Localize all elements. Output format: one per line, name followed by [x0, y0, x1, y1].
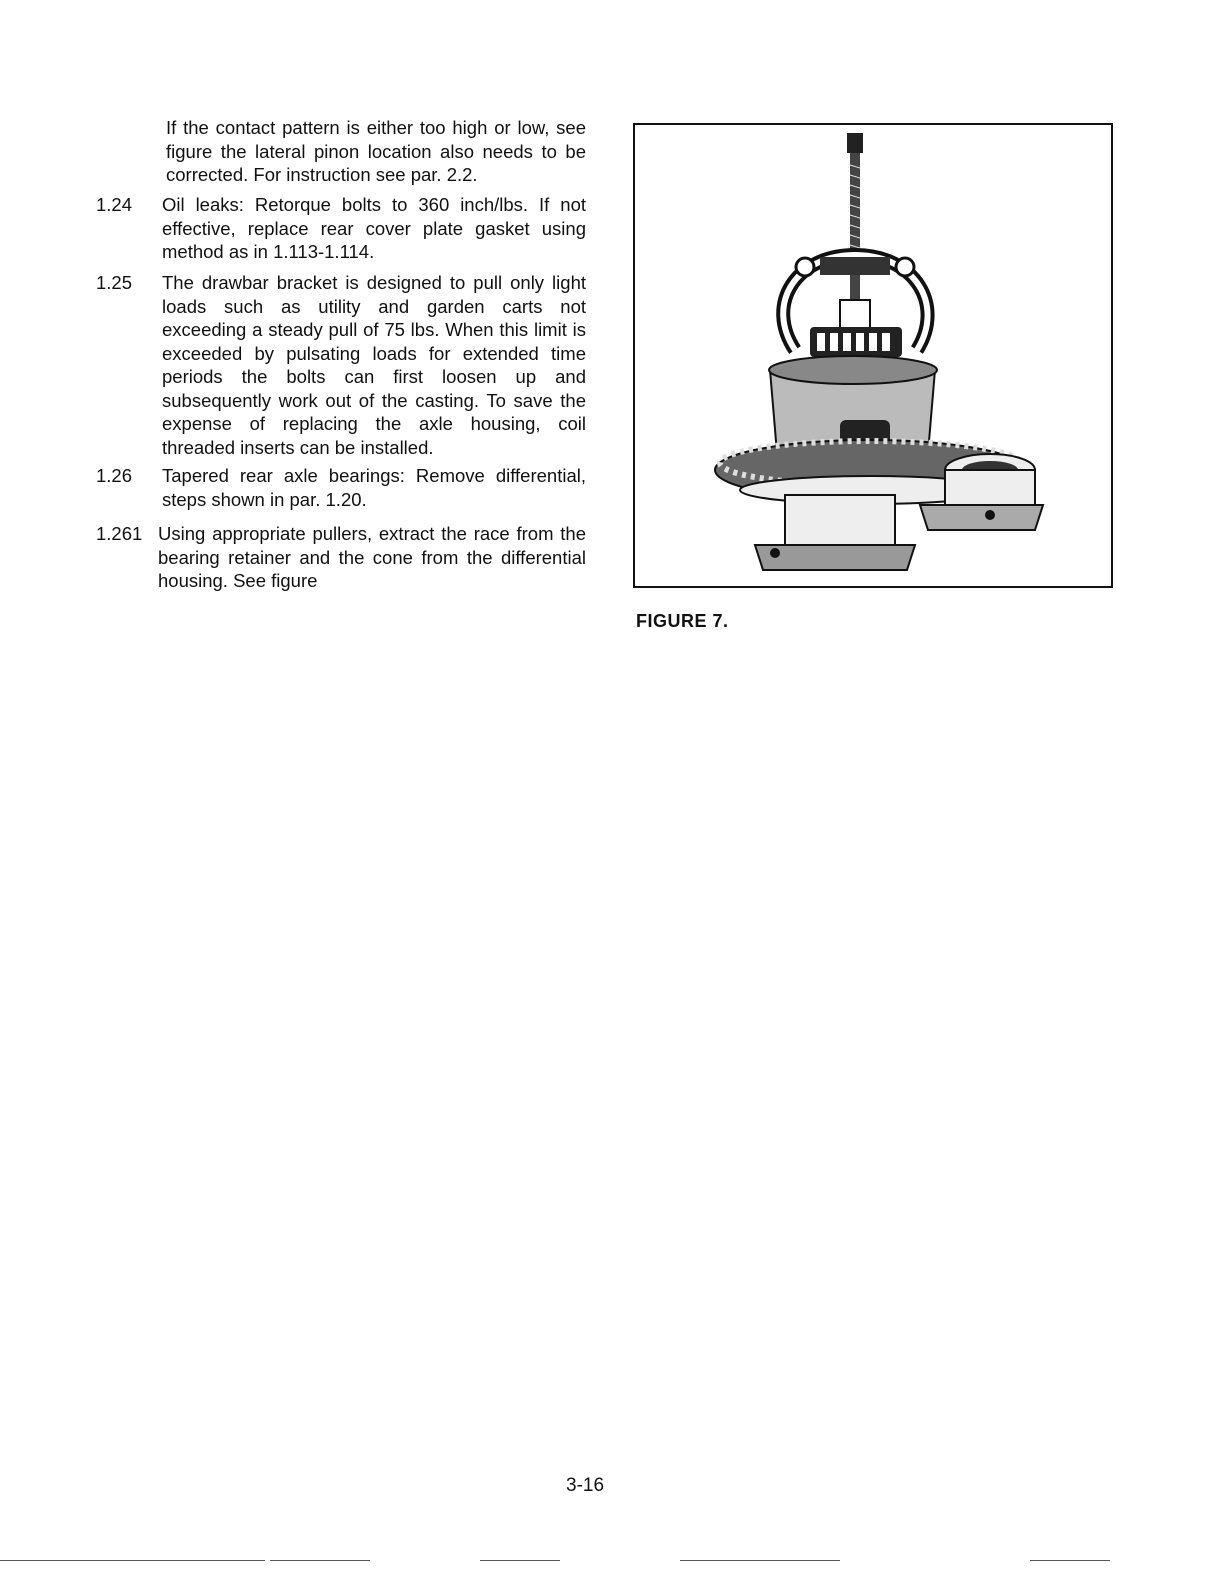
scan-artifact-line [680, 1560, 840, 1561]
paragraph-number: 1.24 [96, 194, 133, 215]
puller-screw-head [847, 133, 863, 153]
paragraph-intro [96, 116, 586, 187]
page-number: 3-16 [566, 1475, 605, 1496]
scan-artifact-line [480, 1560, 560, 1561]
paragraph-1-261 [96, 522, 586, 593]
paragraph-text: If the contact pattern is either too high or low, see figure the lateral pinon location also needs to be corrected. For instruction see par. 2.2. [166, 117, 586, 185]
puller-pivot-right [896, 258, 914, 276]
paragraph-number: 1.25 [96, 272, 133, 293]
base-plate [755, 545, 915, 570]
figure-7-frame [633, 123, 1113, 588]
bearing-puller-differential-illustration [635, 125, 1111, 586]
paragraph-text: Oil leaks: Retorque bolts to 360 inch/lbs. If not effective, replace rear cover plate gasket using method as in 1.113-1.114. [162, 194, 586, 262]
puller-crossbar [820, 257, 890, 275]
paragraph-1-24 [96, 193, 586, 264]
bearing-inner [840, 300, 870, 330]
base-bolt-hole [770, 548, 780, 558]
bearing-retainer-flange [920, 505, 1043, 530]
paragraph-number: 1.26 [96, 465, 133, 486]
figure-caption: FIGURE 7. [636, 611, 729, 631]
housing-top [769, 356, 937, 384]
scan-artifact-line [1030, 1560, 1110, 1561]
scan-artifact-line [0, 1560, 265, 1561]
puller-pivot-left [796, 258, 814, 276]
paragraph-text: Tapered rear axle bearings: Remove differential, steps shown in par. 1.20. [162, 465, 586, 510]
paragraph-1-26 [96, 464, 586, 511]
retainer-bolt-hole [985, 510, 995, 520]
paragraph-number: 1.261 [96, 523, 143, 544]
paragraph-1-25 [96, 271, 586, 459]
scan-artifact-line [270, 1560, 370, 1561]
paragraph-text: The drawbar bracket is designed to pull only light loads such as utility and garden carts not exceeding a steady pull of 75 lbs. When this limit is exceeded by pulsating loads for extended time periods the bolts can first loosen up and subsequently work out of the casting. To save the expense of replacing the axle housing, coil threaded inserts can be installed. [162, 272, 586, 458]
paragraph-text: Using appropriate pullers, extract the race from the bearing retainer and the cone from the differential housing. See figure [158, 523, 586, 591]
